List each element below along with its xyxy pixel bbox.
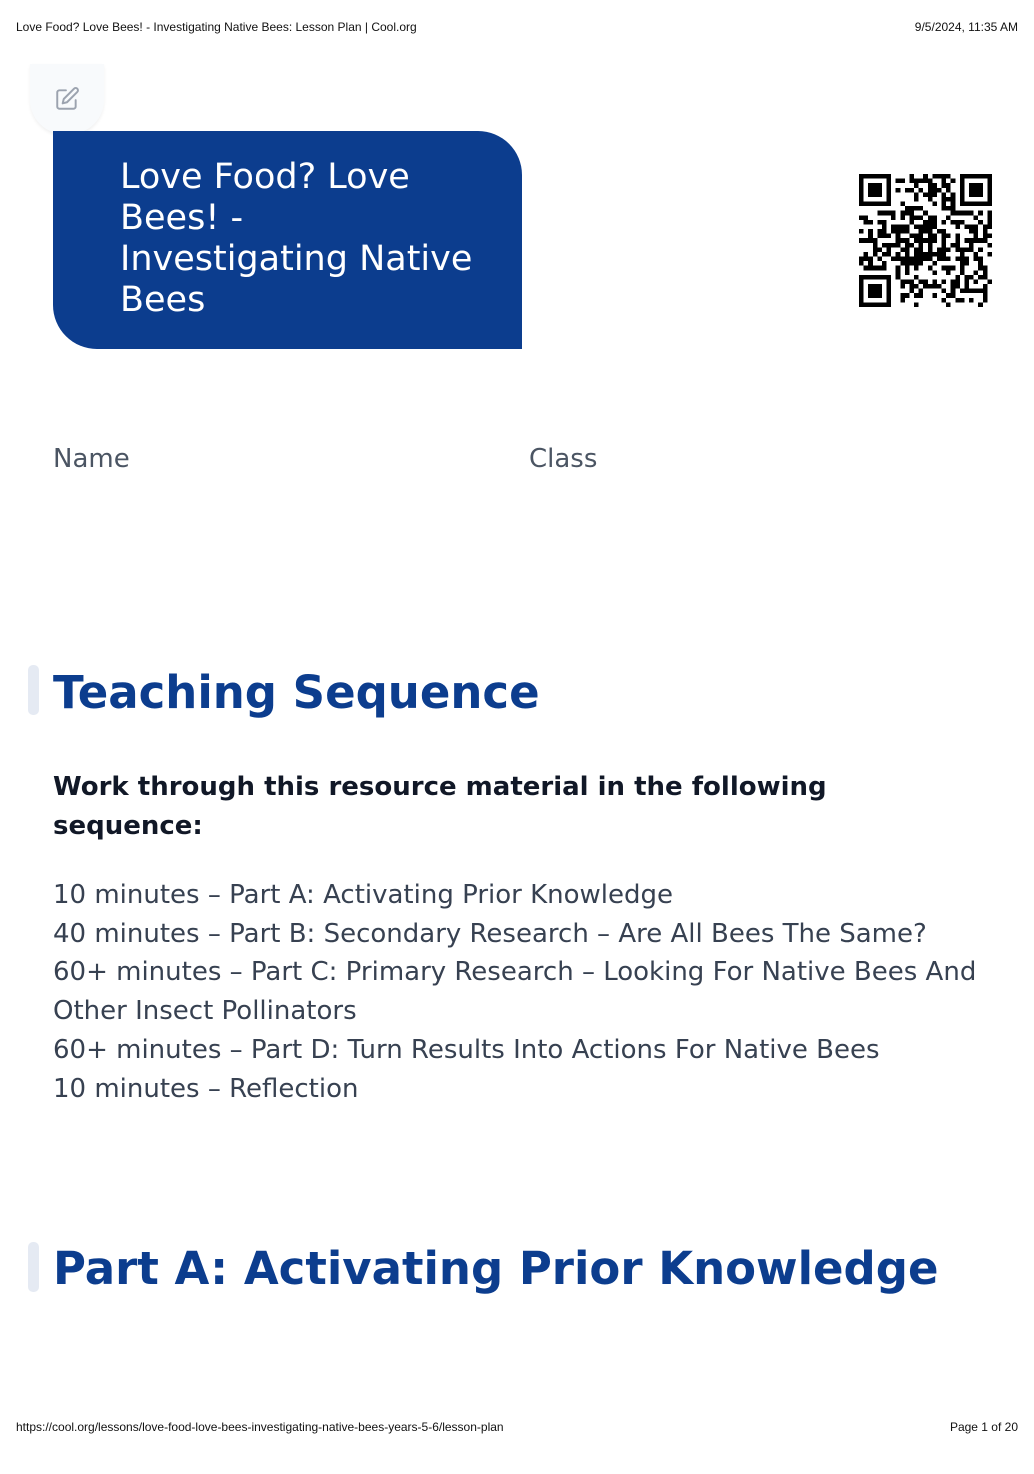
list-item: 40 minutes – Part B: Secondary Research – Are All Bees The Same? (53, 918, 927, 949)
list-item: 10 minutes – Reflection (53, 1073, 359, 1104)
part-a-heading: Part A: Activating Prior Knowledge (53, 1242, 939, 1295)
lesson-title-card (53, 131, 522, 349)
sequence-list (53, 876, 993, 1108)
sequence-intro: Work through this resource material in the following sequence: (53, 772, 827, 841)
class-field-label: Class (529, 444, 598, 474)
print-url: https://cool.org/lessons/love-food-love-bees-investigating-native-bees-years-5-6/lesson-plan (16, 1420, 504, 1434)
print-datetime: 9/5/2024, 11:35 AM (914, 20, 1018, 34)
teaching-sequence-heading: Teaching Sequence (53, 666, 540, 719)
list-item: 60+ minutes – Part D: Turn Results Into Actions For Native Bees (53, 1034, 880, 1065)
print-page-number: Page 1 of 20 (949, 1420, 1018, 1434)
list-item: 60+ minutes – Part C: Primary Research – Looking For Native Bees And Other Insect Pollinators (53, 957, 977, 1027)
lesson-title: Love Food? Love Bees! - Investigating Native Bees (120, 157, 473, 320)
list-item: 10 minutes – Part A: Activating Prior Knowledge (53, 880, 674, 910)
print-title: Love Food? Love Bees! - Investigating Native Bees: Lesson Plan | Cool.org (16, 20, 417, 34)
edit-icon (54, 86, 80, 112)
qr-code (859, 174, 992, 307)
edit-button[interactable] (30, 64, 104, 134)
section-accent-bar (28, 665, 39, 715)
section-accent-bar (28, 1242, 39, 1292)
name-field-label: Name (53, 444, 130, 474)
